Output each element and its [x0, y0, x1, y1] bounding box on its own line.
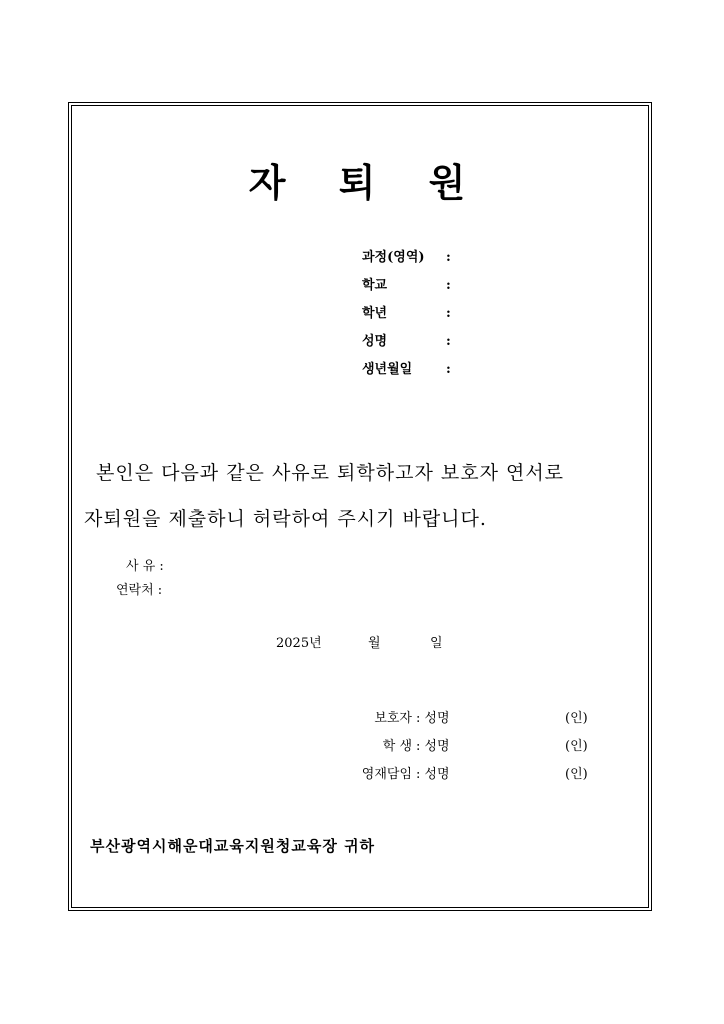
- info-label: 생년월일: [362, 362, 413, 377]
- signature-student: 학 생 : 성명 (인): [340, 735, 600, 754]
- signature-guardian: 보호자 : 성명 (인): [340, 707, 600, 726]
- info-colon: :: [446, 278, 451, 293]
- signature-seal: (인): [565, 767, 588, 782]
- contact-label: 연락처 :: [116, 583, 163, 598]
- info-field-grade: [362, 302, 451, 321]
- signature-field: 성명: [424, 767, 450, 782]
- info-colon: :: [446, 334, 451, 349]
- info-label: 과정(영역): [362, 250, 425, 265]
- signature-seal: (인): [565, 739, 588, 754]
- info-field-course: [362, 246, 451, 265]
- info-colon: :: [446, 250, 451, 265]
- date-year: 2025년: [276, 636, 322, 651]
- date-day: 일: [430, 636, 443, 651]
- info-field-birthdate: [362, 358, 451, 377]
- body-text-line-2: 자퇴원을 제출하니 허락하여 주시기 바랍니다.: [84, 508, 487, 530]
- signature-field: 성명: [424, 711, 450, 726]
- document-title: 자 퇴 원: [248, 160, 486, 205]
- signature-field: 성명: [424, 739, 450, 754]
- body-text-line-1: 본인은 다음과 같은 사유로 퇴학하고자 보호자 연서로: [96, 462, 565, 484]
- signature-seal: (인): [565, 711, 588, 726]
- info-colon: :: [446, 306, 451, 321]
- signature-homeroom-teacher: 영재담임 : 성명 (인): [340, 763, 600, 782]
- info-field-school: [362, 274, 451, 293]
- date-month: 월: [368, 636, 381, 651]
- signature-role: 보호자: [374, 711, 412, 726]
- info-field-name: [362, 330, 451, 349]
- info-label: 학년: [362, 306, 388, 321]
- signature-role: 영재담임: [361, 767, 412, 782]
- info-label: 성명: [362, 334, 388, 349]
- signature-role: 학 생: [382, 739, 412, 754]
- info-label: 학교: [362, 278, 388, 293]
- reason-label: 사 유 :: [126, 559, 164, 574]
- info-colon: :: [446, 362, 451, 377]
- recipient: 부산광역시해운대교육지원청교육장 귀하: [90, 837, 376, 855]
